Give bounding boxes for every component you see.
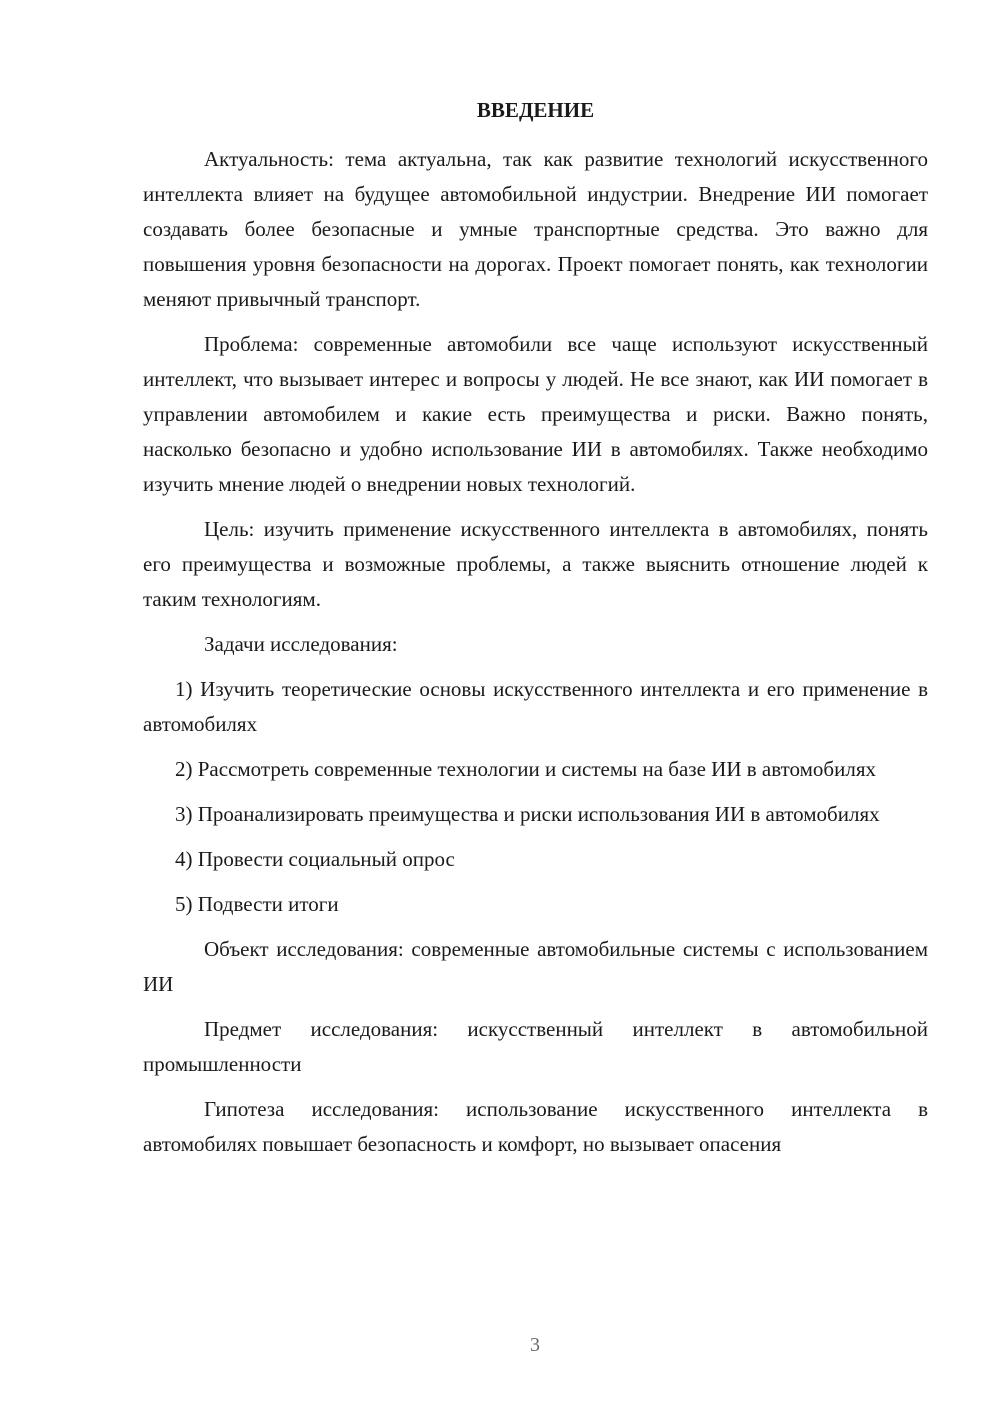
- document-body: [143, 96, 928, 1172]
- paragraph-subject: Предмет исследования: искусственный интеллект в автомобильной промышленности: [143, 1017, 928, 1076]
- task-item-3: 3) Проанализировать преимущества и риски использования ИИ в автомобилях: [175, 802, 880, 826]
- paragraph-goal: Цель: изучить применение искусственного интеллекта в автомобилях, понять его преимущества и возможные проблемы, а также выяснить отношение людей к таким технологиям.: [143, 517, 928, 611]
- paragraph-hypothesis: Гипотеза исследования: использование искусственного интеллекта в автомобилях повышает безопасность и комфорт, но вызывает опасения: [143, 1097, 928, 1156]
- task-item-4: 4) Провести социальный опрос: [175, 847, 455, 871]
- paragraph-tasks-title: Задачи исследования:: [204, 632, 398, 656]
- task-item-1: 1) Изучить теоретические основы искусственного интеллекта и его применение в автомобилях: [143, 677, 928, 736]
- paragraph-object: Объект исследования: современные автомобильные системы с использованием ИИ: [143, 937, 928, 996]
- task-item-2: 2) Рассмотреть современные технологии и системы на базе ИИ в автомобилях: [175, 757, 876, 781]
- page-number: 3: [530, 1334, 540, 1356]
- paragraph-relevance: Актуальность: тема актуальна, так как развитие технологий искусственного интеллекта влияет на будущее автомобильной индустрии. Внедрение ИИ помогает создавать более безопасные и умные транспортные средства. Это важно для повышения уровня безопасности на дорогах. Проект помогает понять, как технологии меняют привычный транспорт.: [143, 147, 928, 311]
- paragraph-problem: Проблема: современные автомобили все чаще используют искусственный интеллект, что вызывает интерес и вопросы у людей. Не все знают, как ИИ помогает в управлении автомобилем и какие есть преимущества и риски. Важно понять, насколько безопасно и удобно использование ИИ в автомобилях. Также необходимо изучить мнение людей о внедрении новых технологий.: [143, 332, 928, 496]
- section-heading: ВВЕДЕНИЕ: [476, 98, 595, 122]
- task-item-5: 5) Подвести итоги: [175, 892, 339, 916]
